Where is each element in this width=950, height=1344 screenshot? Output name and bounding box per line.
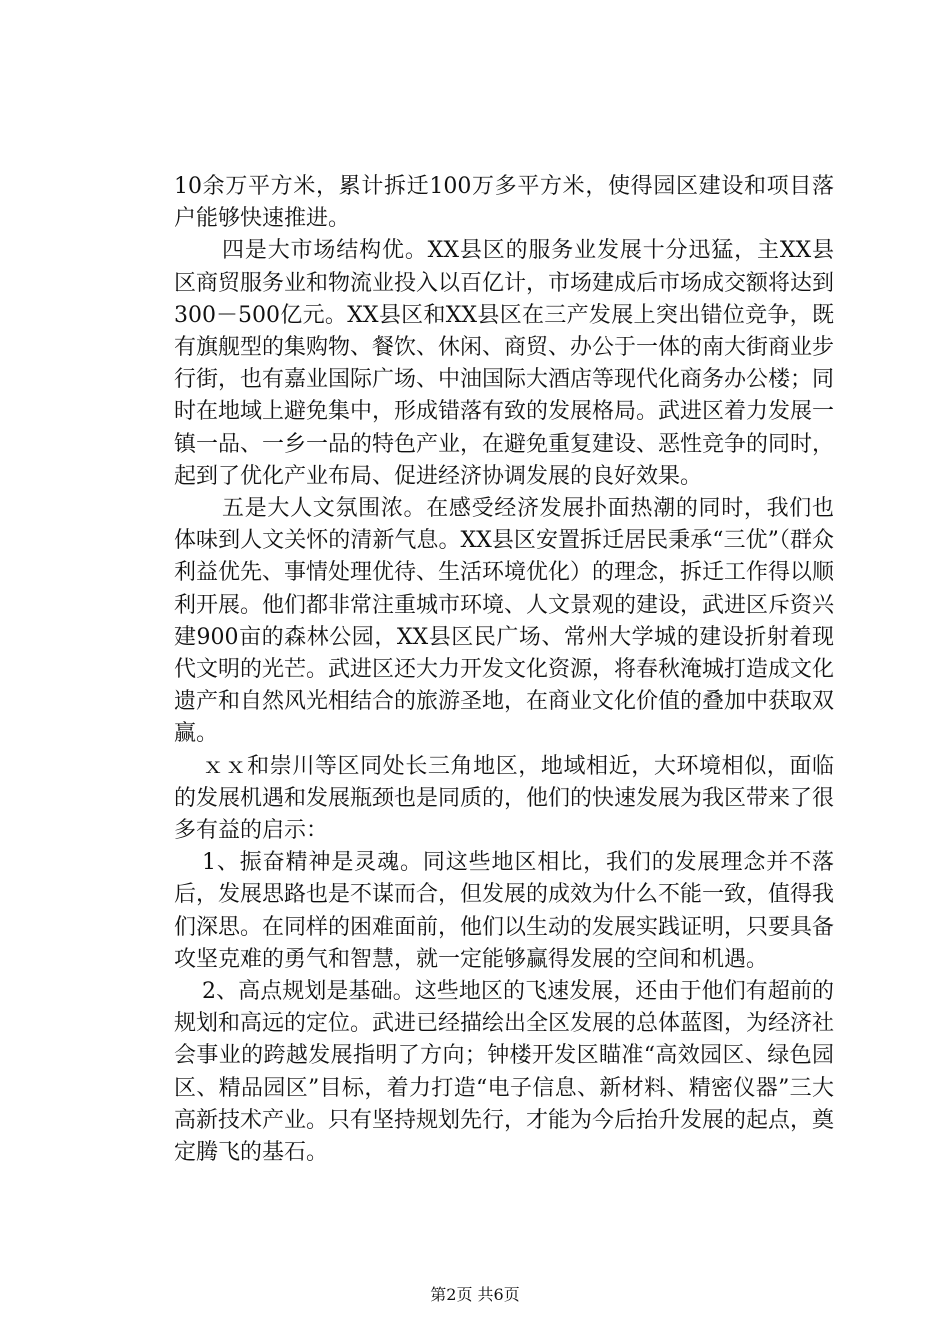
document-body: [174, 171, 834, 1169]
paragraph-market-structure: 四是大市场结构优。XX县区的服务业发展十分迅猛，主XX县区商贸服务业和物流业投入以百亿计，市场建成后市场成交额将达到300－500亿元。XX县区和XX县区在三产发展上突出错位竞争，既有旗舰型的集购物、餐饮、休闲、商贸、办公于一体的南大街商业步行街，也有嘉业国际广场、中油国际大酒店等现代化商务办公楼；同时在地域上避免集中，形成错落有致的发展格局。武进区着力发展一镇一品、一乡一品的特色产业，在避免重复建设、恶性竞争的同时，起到了优化产业布局、促进经济协调发展的良好效果。: [174, 238, 835, 489]
paragraph-point-1-spirit: 1、振奋精神是灵魂。同这些地区相比，我们的发展理念并不落后，发展思路也是不谋而合，但发展的成效为什么不能一致，值得我们深思。在同样的困难面前，他们以生动的发展实践证明，只要具备攻坚克难的勇气和智慧，就一定能够赢得发展的空间和机遇。: [174, 850, 835, 972]
paragraph-point-2-planning: 2、高点规划是基础。这些地区的飞速发展，还由于他们有超前的规划和高远的定位。武进已经描绘出全区发展的总体蓝图，为经济社会事业的跨越发展指明了方向；钟楼开发区瞄准“高效园区、绿色园区、精品园区”目标，着力打造“电子信息、新材料、精密仪器”三大高新技术产业。只有坚持规划先行，才能为今后抬升发展的起点，奠定腾飞的基石。: [174, 979, 835, 1166]
paragraph-cultural-atmosphere: 五是大人文氛围浓。在感受经济发展扑面热潮的同时，我们也体味到人文关怀的清新气息。XX县区安置拆迁居民秉承“三优”（群众利益优先、事情处理优待、生活环境优化）的理念，拆迁工作得以顺利开展。他们都非常注重城市环境、人文景观的建设，武进区斥资兴建900亩的森林公园，XX县区民广场、常州大学城的建设折射着现代文明的光芒。武进区还大力开发文化资源，将春秋淹城打造成文化遗产和自然风光相结合的旅游圣地，在商业文化价值的叠加中获取双赢。: [174, 496, 835, 747]
paragraph-inspiration-intro: ｘｘ和崇川等区同处长三角地区，地域相近，大环境相似，面临的发展机遇和发展瓶颈也是同质的，他们的快速发展为我区带来了很多有益的启示：: [174, 753, 835, 844]
page-number-footer: 第2页 共6页: [430, 1285, 520, 1304]
paragraph-continuation: 10余万平方米，累计拆迁100万多平方米，使得园区建设和项目落户能够快速推进。: [174, 174, 834, 232]
